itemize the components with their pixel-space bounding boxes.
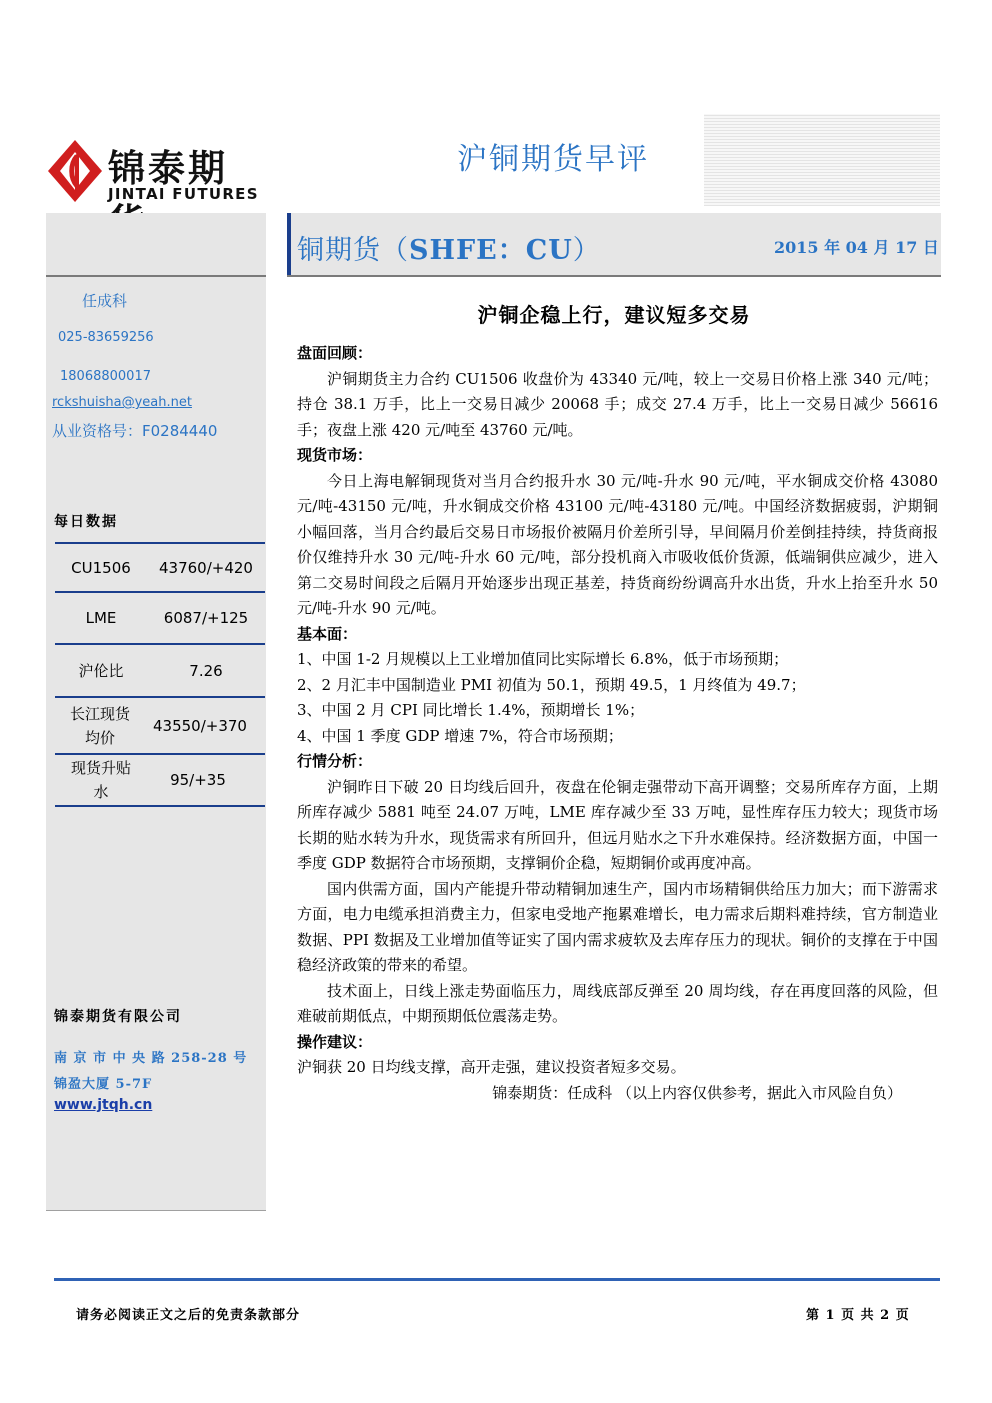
product-name <box>297 228 601 267</box>
analyst-mobile: 18068800017 <box>60 369 151 384</box>
data-label: CU1506 <box>71 558 131 577</box>
footer-disclaimer: 请务必阅读正文之后的免责条款部分 <box>76 1308 301 1323</box>
analysis-paragraph: 国内供需方面，国内产能提升带动精铜加速生产，国内市场精铜供给压力加大；而下游需求方面，电力电缆承担消费主力，但家电受地产拖累难增长，电力需求后期料难持续，官方制造业数据、PPI 数据及工业增加值等证实了国内需求疲软及去库存压力的现状。铜价的支撑在于中国稳经济政策的带来的希望。 <box>297 879 938 974</box>
section-heading: 现货市场： <box>297 446 373 464</box>
data-value: 43550/+370 <box>153 716 247 735</box>
fundamental-item: 3、中国 2 月 CPI 同比增长 1.4%，预期增长 1%； <box>297 701 645 719</box>
daily-data-table <box>55 542 265 807</box>
analysis-paragraph: 技术面上，日线上涨走势面临压力，周线底部反弹至 20 周均线，存在再度回落的风险，但难破前期低点，中期预期低位震荡走势。 <box>297 981 938 1025</box>
analysis-paragraph: 沪铜昨日下破 20 日均线后回升，夜盘在伦铜走强带动下高开调整；交易所库存方面，上期所库存减少 5881 吨至 24.07 万吨，LME 库存减少至 33 万吨，显性库存压力较大；现货市场长期的贴水转为升水，现货需求有所回升，但远月贴水之下升水难保持。经济数据方面，中国一季度 GDP 数据符合市场预期，支撑铜价企稳，短期铜价或再度冲高。 <box>297 777 938 872</box>
data-row <box>55 753 265 807</box>
data-row <box>55 591 265 643</box>
data-value: 95/+35 <box>170 771 226 789</box>
data-value: 7.26 <box>189 661 223 680</box>
data-row <box>55 696 265 753</box>
analyst-name: 任成科 <box>82 292 128 310</box>
company-logo <box>46 138 266 208</box>
page-number: 第 1 页 共 2 页 <box>806 1308 910 1323</box>
data-label: 现货升贴水 <box>71 759 132 801</box>
footer-divider <box>54 1278 940 1281</box>
product-band-divider <box>287 275 941 277</box>
data-value: 6087/+125 <box>163 609 249 627</box>
company-name: 锦泰期货有限公司 <box>54 1009 182 1025</box>
daily-data-heading: 每日数据 <box>54 514 118 530</box>
analyst-license: 从业资格号：F0284440 <box>52 422 218 440</box>
product-name-prefix: 铜期货（ <box>297 235 409 266</box>
company-address: 南 京 市 中 央 路 258-28 号 锦盈大厦 5-7F <box>54 1051 248 1092</box>
fundamental-item: 2、2 月汇丰中国制造业 PMI 初值为 50.1，预期 49.5，1 月终值为 49.7； <box>297 675 806 694</box>
section-heading: 行情分析： <box>297 752 373 770</box>
logo-english-name: JINTAI FUTURES <box>108 185 259 203</box>
sidebar-bottom-border <box>46 1210 266 1211</box>
section-heading: 盘面回顾： <box>297 344 373 362</box>
logo-chinese-name: 锦泰期 <box>108 147 228 190</box>
article-body <box>297 341 938 1106</box>
signature-line: 锦泰期货：任成科 （以上内容仅供参考，据此入市风险自负） <box>492 1083 902 1102</box>
data-label: 沪伦比 <box>78 662 124 680</box>
analyst-phone: 025-83659256 <box>58 330 154 345</box>
product-code: SHFE：CU <box>409 235 573 266</box>
article-headline: 沪铜企稳上行，建议短多交易 <box>477 303 751 327</box>
product-band-accent <box>287 213 291 277</box>
section-heading: 基本面： <box>297 624 358 643</box>
fundamental-item: 1、中国 1-2 月规模以上工业增加值同比实际增长 6.8%，低于市场预期； <box>297 650 789 668</box>
advice-text: 沪铜获 20 日均线支撑，高开走强，建议投资者短多交易。 <box>297 1058 686 1076</box>
data-label: LME <box>85 609 117 627</box>
company-website-link[interactable]: www.jtqh.cn <box>54 1097 153 1113</box>
section-heading: 操作建议： <box>297 1032 373 1051</box>
data-value: 43760/+420 <box>159 558 253 577</box>
report-date: 2015 年 04 月 17 日 <box>774 238 939 257</box>
analyst-email[interactable]: rckshuisha@yeah.net <box>52 395 192 410</box>
sidebar-divider <box>46 275 266 277</box>
header-hatch-decoration <box>704 114 940 206</box>
spot-market-paragraph: 今日上海电解铜现货对当月合约报升水 30 元/吨-升水 90 元/吨，平水铜成交价格 43080 元/吨-43150 元/吨，升水铜成交价格 43100 元/吨-43180 元/吨。中国经济数据疲弱，沪期铜小幅回落，当月合约最后交易日市场报价被隔月价差所引导，早间隔月价差倒挂持续，持货商报价仅维持升水 30 元/吨-升水 60 元/吨，部分投机商入市吸收低价货源，低端铜供应减少，进入第二交易时间段之后隔月开始逐步出现正基差，持货商纷纷调高升水出货，升水上抬至升水 50 元/吨-升水 90 元/吨。 <box>297 471 938 617</box>
report-title: 沪铜期货早评 <box>457 142 649 177</box>
fundamental-item: 4、中国 1 季度 GDP 增速 7%，符合市场预期； <box>297 726 623 745</box>
data-row <box>55 643 265 696</box>
market-review-paragraph: 沪铜期货主力合约 CU1506 收盘价为 43340 元/吨，较上一交易日价格上涨 340 元/吨；持仓 38.1 万手，比上一交易日减少 20068 手；成交 27.4 万手，比上一交易日减少 56616 手；夜盘上涨 420 元/吨至 43760 元/吨。 <box>297 369 938 439</box>
logo-mark-icon <box>46 138 104 204</box>
data-row <box>55 542 265 591</box>
product-name-suffix: ） <box>572 235 601 266</box>
data-label: 长江现货均价 <box>69 704 130 747</box>
